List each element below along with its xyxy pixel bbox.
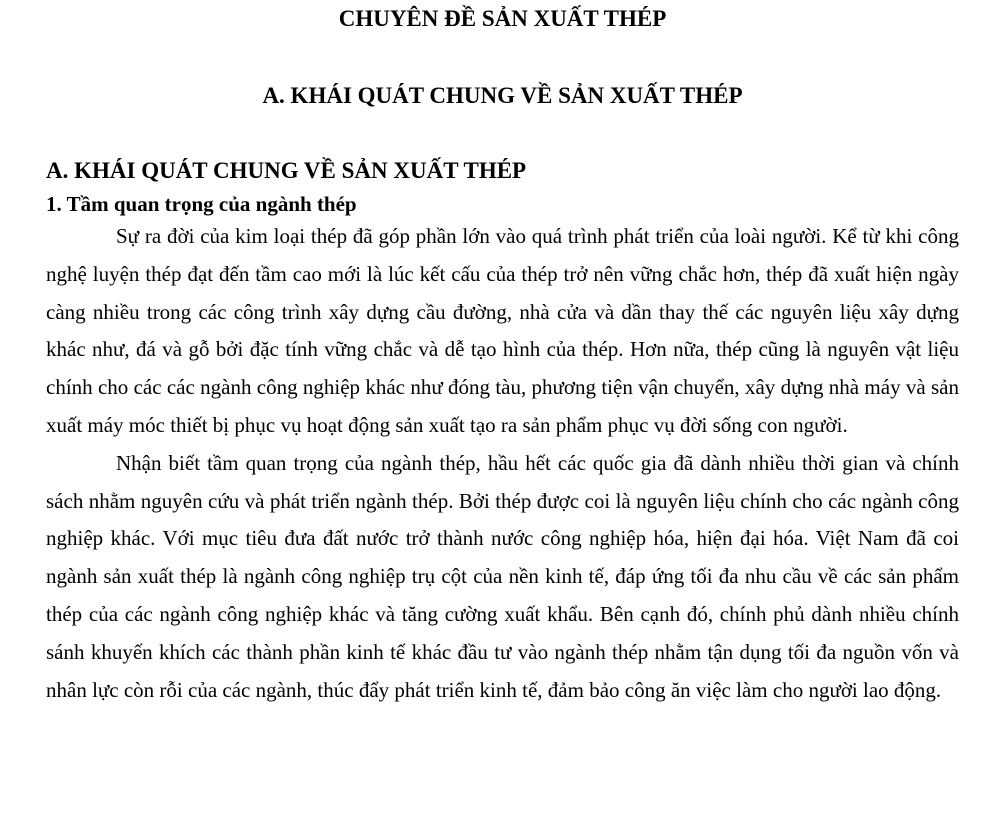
paragraph-2: Nhận biết tầm quan trọng của ngành thép, hầu hết các quốc gia đã dành nhiều thời gian và chính sách nhằm nguyên cứu và phát triển ngành thép. Bởi thép được coi là nguyên liệu chính cho các ngành công nghiệp khác. Với mục tiêu đưa đất nước trở thành nước công nghiệp hóa, hiện đại hóa. Việt Nam đã coi ngành sản xuất thép là ngành công nghiệp trụ cột của nền kinh tế, đáp ứng tối đa nhu cầu về các sản phẩm thép của các ngành công nghiệp khác và tăng cường xuất khẩu. Bên cạnh đó, chính phủ dành nhiều chính sánh khuyến khích các thành phần kinh tế khác đầu tư vào ngành thép nhằm tận dụng tối đa nguồn vốn và nhân lực còn rỗi của các ngành, thúc đẩy phát triển kinh tế, đảm bảo công ăn việc làm cho người lao động. [46, 450, 959, 702]
document-page [0, 4, 997, 837]
section-heading: 1. Tầm quan trọng của ngành thép [46, 192, 357, 216]
paragraph-1: Sự ra đời của kim loại thép đã góp phần lớn vào quá trình phát triển của loài người. Kể từ khi công nghệ luyện thép đạt đến tầm cao mới là lúc kết cấu của thép trở nên vững chắc hơn, thép đã xuất hiện ngày càng nhiều trong các công trình xây dựng cầu đường, nhà cửa và dần thay thế các nguyên liệu xây dựng khác như, đá và gỗ bởi đặc tính vững chắc và dễ tạo hình của thép. Hơn nữa, thép cũng là nguyên vật liệu chính cho các các ngành công nghiệp khác như đóng tàu, phương tiện vận chuyển, xây dựng nhà máy và sản xuất máy móc thiết bị phục vụ hoạt động sản xuất tạo ra sản phẩm phục vụ đời sống con người. [46, 224, 959, 437]
part-title-centered: A. KHÁI QUÁT CHUNG VỀ SẢN XUẤT THÉP [262, 83, 743, 108]
document-title: CHUYÊN ĐỀ SẢN XUẤT THÉP [338, 6, 667, 31]
part-heading: A. KHÁI QUÁT CHUNG VỀ SẢN XUẤT THÉP [46, 158, 527, 183]
